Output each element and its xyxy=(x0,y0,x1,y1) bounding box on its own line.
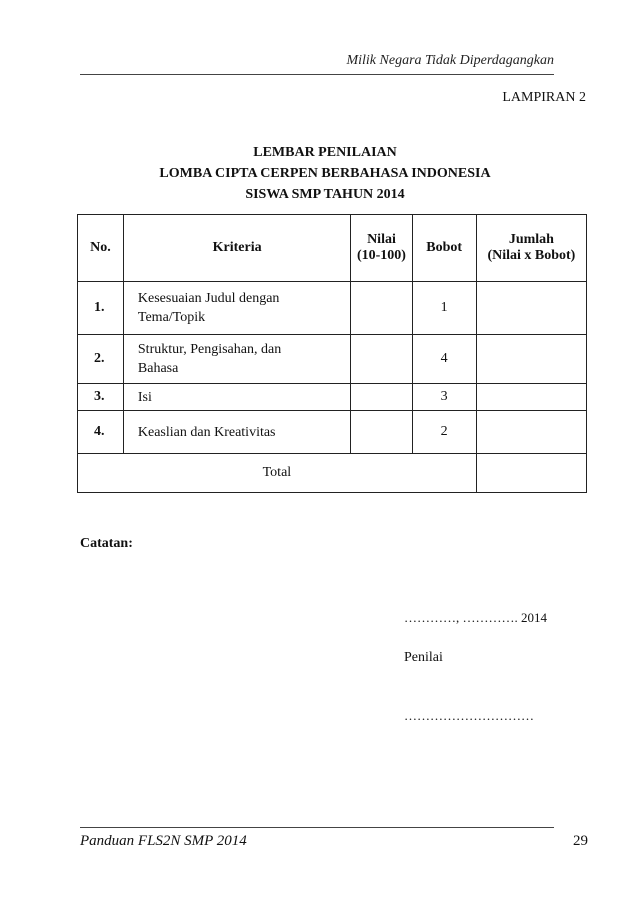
criterion-cell xyxy=(123,411,350,454)
total-score-cell[interactable] xyxy=(476,282,586,335)
total-label: Total xyxy=(78,454,477,493)
criterion-cell xyxy=(123,384,350,411)
attachment-label: LAMPIRAN 2 xyxy=(502,90,586,105)
weight-cell: 1 xyxy=(412,282,476,335)
signature-date: …………, …………. 2014 xyxy=(404,610,547,625)
running-header: Milik Negara Tidak Diperdagangkan xyxy=(346,53,554,68)
document-title xyxy=(80,142,570,205)
criterion-line1: Kesesuaian Judul dengan xyxy=(137,291,280,306)
header-divider xyxy=(80,74,554,75)
row-number: 1. xyxy=(78,282,124,335)
row-number: 2. xyxy=(78,335,124,384)
score-cell[interactable] xyxy=(351,411,412,454)
score-cell[interactable] xyxy=(351,384,412,411)
footer-title: Panduan FLS2N SMP 2014 xyxy=(80,833,247,849)
header-nilai-line1: Nilai xyxy=(367,232,396,247)
footer-divider xyxy=(80,827,554,828)
total-score-cell[interactable] xyxy=(476,335,586,384)
header-nilai xyxy=(351,215,412,282)
header-jumlah-line2: (Nilai x Bobot) xyxy=(487,248,576,263)
row-number: 3. xyxy=(78,384,124,411)
criterion-line1: Isi xyxy=(137,389,152,405)
weight-cell: 4 xyxy=(412,335,476,384)
page-number: 29 xyxy=(573,833,588,849)
criterion-line2: Tema/Topik xyxy=(137,310,206,325)
title-line-1: LEMBAR PENILAIAN xyxy=(253,145,397,160)
criterion-line2: Bahasa xyxy=(137,361,179,376)
weight-cell: 2 xyxy=(412,411,476,454)
criterion-cell xyxy=(123,335,350,384)
criterion-line1: Struktur, Pengisahan, dan xyxy=(137,342,282,357)
header-jumlah-line1: Jumlah xyxy=(508,232,554,247)
row-number: 4. xyxy=(78,411,124,454)
table-row xyxy=(78,384,587,411)
table-header-row xyxy=(78,215,587,282)
signature-role: Penilai xyxy=(404,650,443,665)
table-row xyxy=(78,411,587,454)
header-kriteria: Kriteria xyxy=(123,215,350,282)
table-row xyxy=(78,282,587,335)
total-score-cell[interactable] xyxy=(476,384,586,411)
title-line-3: SISWA SMP TAHUN 2014 xyxy=(245,187,405,202)
header-jumlah xyxy=(476,215,586,282)
weight-cell: 3 xyxy=(412,384,476,411)
assessment-table xyxy=(77,214,587,493)
criterion-line1: Keaslian dan Kreativitas xyxy=(137,424,276,440)
grand-total-cell[interactable] xyxy=(476,454,586,493)
score-cell[interactable] xyxy=(351,335,412,384)
title-line-2: LOMBA CIPTA CERPEN BERBAHASA INDONESIA xyxy=(159,166,491,181)
total-score-cell[interactable] xyxy=(476,411,586,454)
table-row xyxy=(78,335,587,384)
criterion-cell xyxy=(123,282,350,335)
notes-label: Catatan: xyxy=(80,536,133,551)
score-cell[interactable] xyxy=(351,282,412,335)
header-nilai-line2: (10-100) xyxy=(356,248,406,263)
signature-line: ………………………… xyxy=(404,708,534,723)
total-row xyxy=(78,454,587,493)
header-no: No. xyxy=(78,215,124,282)
header-bobot: Bobot xyxy=(412,215,476,282)
